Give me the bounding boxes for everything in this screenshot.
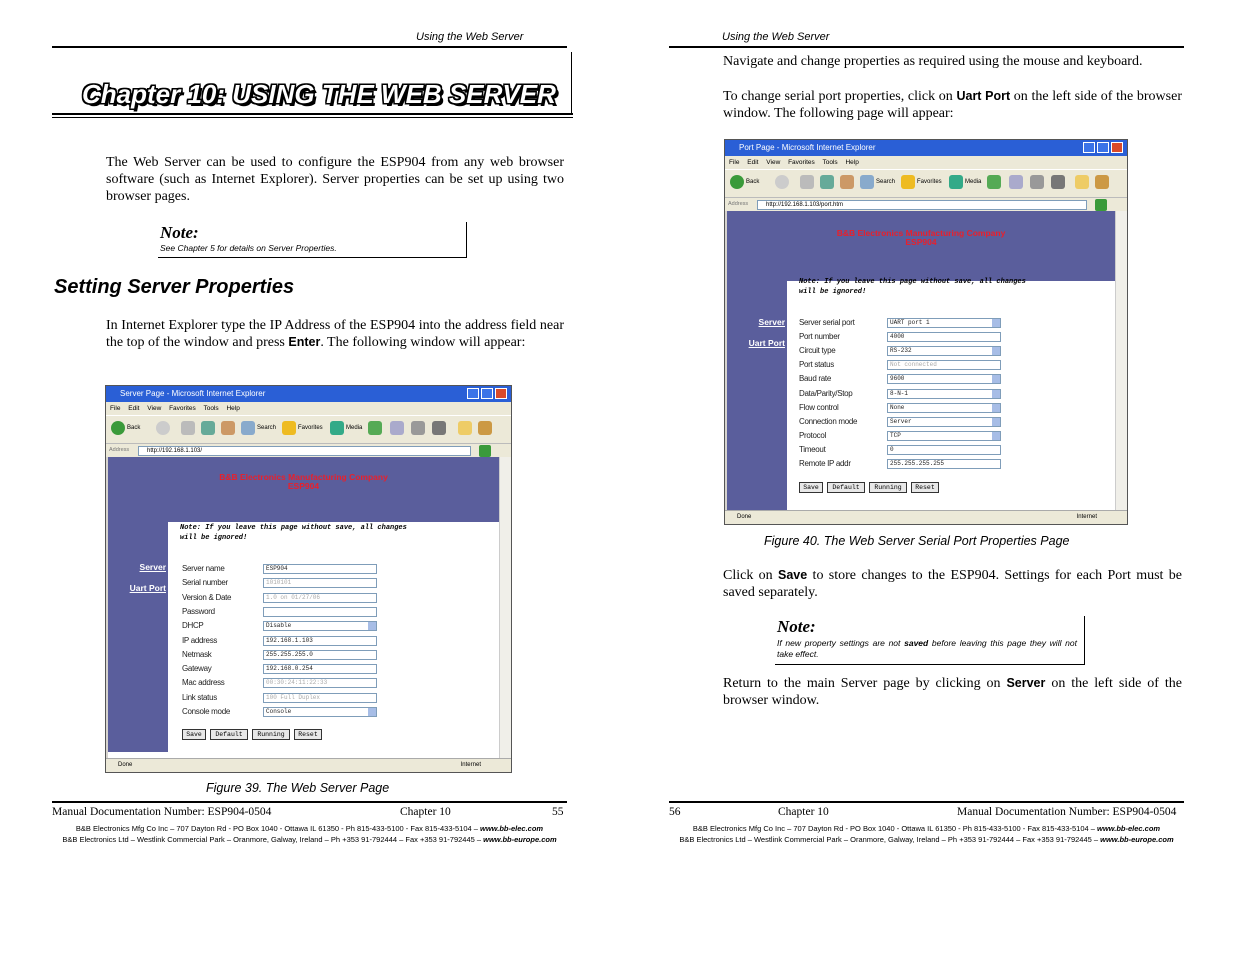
favorites-label: Favorites — [917, 179, 942, 185]
note-title: Note: — [777, 617, 816, 636]
serial-port-paragraph — [723, 88, 1182, 122]
save-button[interactable]: Save — [182, 729, 206, 740]
back-icon[interactable] — [111, 421, 125, 435]
field-select[interactable] — [887, 403, 1001, 413]
field-value: 255.255.255.255 — [890, 460, 945, 467]
section-title: Setting Server Properties — [54, 276, 295, 298]
status-done: Done — [737, 514, 752, 520]
field-label: Circuit type — [799, 346, 836, 356]
print-icon[interactable] — [411, 421, 425, 435]
key-enter: Enter — [288, 335, 321, 349]
footer-address-right — [669, 824, 1184, 844]
reset-button[interactable]: Reset — [294, 729, 322, 740]
nav-uart-port-link[interactable]: Uart Port — [129, 583, 166, 593]
status-bar — [106, 758, 511, 772]
field-select[interactable] — [887, 346, 1001, 356]
banner-model: ESP904 — [905, 237, 937, 247]
status-zone: Internet — [460, 762, 481, 768]
footer-chapter-left: Chapter 10 — [400, 806, 451, 818]
field-label: DHCP — [182, 621, 204, 631]
field-value: 1010101 — [266, 579, 292, 587]
address-label: Address — [109, 447, 130, 453]
status-bar — [725, 510, 1127, 524]
back-icon[interactable] — [730, 175, 744, 189]
search-label: Search — [257, 425, 277, 431]
favorites-label: Favorites — [298, 425, 323, 431]
running-head-right: Using the Web Server — [722, 31, 830, 43]
page-content — [727, 211, 1115, 510]
refresh-icon[interactable] — [201, 421, 215, 435]
navigate-paragraph: Navigate and change properties as required using the mouse and keyboard. — [723, 54, 1143, 69]
media-label: Media — [965, 179, 982, 185]
field-value: Console — [266, 708, 292, 715]
field-select[interactable] — [263, 621, 377, 631]
field-label: Port status — [799, 360, 834, 370]
title-rule-2 — [52, 117, 573, 118]
footer-us-text: B&B Electronics Mfg Co Inc – 707 Dayton Rd - PO Box 1040 - Ottawa IL 61350 - Ph 815-433-5100 - Fax 815-433-5104 – — [75, 824, 481, 833]
para-text: To change serial port properties, click on — [723, 89, 957, 104]
title-rule-1 — [52, 113, 573, 115]
field-input[interactable] — [263, 678, 377, 688]
field-label: Connection mode — [799, 416, 858, 426]
field-value: TCP — [890, 431, 901, 439]
running-button[interactable]: Running — [252, 729, 290, 740]
search-icon[interactable] — [860, 175, 874, 189]
running-button[interactable]: Running — [869, 482, 907, 493]
history-icon[interactable] — [368, 421, 382, 435]
figure-caption-39: Figure 39. The Web Server Page — [206, 781, 390, 795]
footer-rule-left — [52, 801, 567, 803]
address-bar — [106, 443, 511, 457]
field-input[interactable] — [263, 636, 377, 646]
refresh-icon[interactable] — [820, 175, 834, 189]
field-label: Console mode — [182, 707, 230, 716]
vertical-scrollbar[interactable] — [499, 457, 511, 758]
note-box-left — [158, 222, 467, 258]
header-banner — [108, 457, 499, 522]
window-titlebar: Server Page - Microsoft Internet Explorer — [106, 386, 511, 402]
window-titlebar: Port Page - Microsoft Internet Explorer — [725, 140, 1127, 156]
title-vrule — [571, 52, 572, 114]
warning-line-2: will be ignored! — [799, 288, 867, 296]
field-value: 255.255.255.0 — [266, 650, 313, 658]
forward-icon[interactable] — [156, 421, 170, 435]
return-paragraph — [723, 675, 1182, 709]
chevron-down-icon[interactable] — [368, 708, 376, 716]
footer-address-left — [52, 824, 567, 844]
home-icon[interactable] — [221, 421, 235, 435]
field-value: UART port 1 — [890, 319, 930, 326]
field-label: Server serial port — [799, 318, 855, 327]
figure-caption-40: Figure 40. The Web Server Serial Port Properties Page — [764, 534, 1070, 548]
field-label: Server name — [182, 564, 225, 573]
para-text: to store changes to the ESP904. Settings for each Port must be saved separately. — [723, 568, 1182, 600]
header-rule-left — [52, 46, 567, 48]
print-icon[interactable] — [1030, 175, 1044, 189]
field-select[interactable] — [887, 417, 1001, 427]
close-icon[interactable] — [1111, 142, 1123, 153]
banner-company: B&B Electronics Manufacturing Company — [836, 228, 1006, 238]
footer-eu-text: B&B Electronics Ltd – Westlink Commercial Park – Oranmore, Galway, Ireland – Ph +353 91-792444 – Fax +353 91-792445 – — [62, 835, 484, 844]
toolbar — [106, 415, 511, 443]
status-zone: Internet — [1076, 514, 1097, 520]
field-label: Version & Date — [182, 592, 232, 602]
field-label: Gateway — [182, 664, 212, 674]
field-label: Flow control — [799, 402, 839, 412]
intro-paragraph: The Web Server can be used to configure the ESP904 from any web browser software (such as Internet Explorer). Server properties can be set up using two browser pages. — [106, 155, 564, 204]
media-label: Media — [346, 425, 363, 431]
field-value: 4000 — [890, 333, 905, 341]
para-text: on the left side of the browser window. The following page will appear: — [723, 89, 1182, 121]
chapter-title: Chapter 10: USING THE WEB SERVER — [82, 79, 556, 109]
field-input[interactable] — [887, 445, 1001, 455]
nav-server-link[interactable]: Server — [139, 562, 166, 572]
left-nav — [108, 522, 168, 752]
close-icon[interactable] — [495, 388, 507, 399]
edit-icon[interactable] — [432, 421, 446, 435]
header-banner — [727, 211, 1115, 281]
running-head-left: Using the Web Server — [416, 31, 524, 43]
chevron-down-icon[interactable] — [992, 375, 1000, 383]
field-value: 9600 — [890, 375, 905, 383]
footer-doc-right: Manual Documentation Number: ESP904-0504 — [957, 806, 1177, 818]
field-input[interactable] — [887, 332, 1001, 342]
chevron-down-icon[interactable] — [992, 404, 1000, 412]
field-input[interactable] — [263, 564, 377, 574]
field-value: 1.0 on 01/27/06 — [266, 593, 321, 601]
address-input[interactable]: http://192.168.1.103/port.htm — [757, 200, 1087, 210]
search-icon[interactable] — [241, 421, 255, 435]
forward-icon[interactable] — [775, 175, 789, 189]
field-value: 0 — [890, 445, 894, 453]
field-input[interactable] — [263, 693, 377, 703]
address-input[interactable]: http://192.168.1.103/ — [138, 446, 471, 456]
para-text: Click on — [723, 568, 779, 583]
stop-icon[interactable] — [800, 175, 814, 189]
minimize-icon[interactable] — [1083, 142, 1095, 153]
menu-bar[interactable]: File Edit View Favorites Tools Help — [106, 402, 511, 415]
setting-paragraph — [106, 317, 564, 351]
field-select[interactable] — [887, 318, 1001, 328]
search-label: Search — [876, 179, 896, 185]
para-text: Return to the main Server page by clicking on — [723, 676, 1007, 691]
footer-us-url[interactable]: www.bb-elec.com — [1097, 824, 1161, 833]
chevron-down-icon[interactable] — [992, 347, 1000, 355]
footer-doc-left: Manual Documentation Number: ESP904-0504 — [52, 806, 272, 818]
maximize-icon[interactable] — [1097, 142, 1109, 153]
home-icon[interactable] — [840, 175, 854, 189]
screenshot-port-page — [724, 139, 1128, 525]
favorites-icon[interactable] — [282, 421, 296, 435]
footer-us-url[interactable]: www.bb-elec.com — [480, 824, 544, 833]
para-text: In Internet Explorer type the IP Address of the ESP904 into the address field near the top of the window and press — [106, 318, 564, 350]
messenger-icon[interactable] — [1095, 175, 1109, 189]
status-done: Done — [118, 762, 133, 768]
header-rule-right — [669, 46, 1184, 48]
field-value: Server — [890, 417, 912, 425]
folder-icon[interactable] — [458, 421, 472, 435]
default-button[interactable]: Default — [210, 729, 248, 740]
footer-rule-right — [669, 801, 1184, 803]
chevron-down-icon[interactable] — [992, 432, 1000, 440]
address-bar — [725, 197, 1127, 211]
field-select[interactable] — [887, 374, 1001, 384]
media-icon[interactable] — [949, 175, 963, 189]
field-label: Link status — [182, 692, 217, 702]
footer-chapter-right: Chapter 10 — [778, 806, 829, 818]
vertical-scrollbar[interactable] — [1115, 211, 1127, 510]
go-icon[interactable] — [479, 445, 491, 457]
chevron-down-icon[interactable] — [992, 390, 1000, 398]
field-value: 8-N-1 — [890, 389, 909, 397]
field-label: Serial number — [182, 578, 228, 588]
back-label: Back — [127, 425, 141, 431]
field-label: Remote IP addr — [799, 459, 851, 468]
field-label: Protocol — [799, 430, 826, 440]
media-icon[interactable] — [330, 421, 344, 435]
field-select[interactable] — [887, 389, 1001, 399]
field-input[interactable] — [887, 360, 1001, 370]
field-value: ESP904 — [266, 565, 288, 572]
footer-eu-url[interactable]: www.bb-europe.com — [1100, 835, 1174, 844]
chevron-down-icon[interactable] — [368, 622, 376, 630]
messenger-icon[interactable] — [478, 421, 492, 435]
menu-bar[interactable]: File Edit View Favorites Tools Help — [725, 156, 1127, 169]
field-value: 192.168.1.103 — [266, 636, 313, 644]
screenshot-server-page — [105, 385, 512, 773]
field-value: Not connected — [890, 361, 937, 369]
para-text: on the left side of the browser window. — [723, 676, 1182, 708]
history-icon[interactable] — [987, 175, 1001, 189]
page-content — [108, 457, 499, 758]
edit-icon[interactable] — [1051, 175, 1065, 189]
go-icon[interactable] — [1095, 199, 1107, 211]
field-select[interactable] — [887, 431, 1001, 441]
footer-us-text: B&B Electronics Mfg Co Inc – 707 Dayton Rd - PO Box 1040 - Ottawa IL 61350 - Ph 815-433-5100 - Fax 815-433-5104 – — [692, 824, 1098, 833]
left-nav — [727, 281, 787, 511]
field-label: Baud rate — [799, 374, 831, 384]
field-input[interactable] — [263, 593, 377, 603]
back-label: Back — [746, 179, 760, 185]
note-body: See Chapter 5 for details on Server Properties. — [160, 243, 337, 253]
note-box-right — [775, 616, 1085, 665]
minimize-icon[interactable] — [467, 388, 479, 399]
field-label: Password — [182, 606, 215, 616]
maximize-icon[interactable] — [481, 388, 493, 399]
term-server: Server — [1006, 676, 1046, 690]
page-number-right: 56 — [669, 806, 681, 818]
reset-button[interactable]: Reset — [911, 482, 939, 493]
mail-icon[interactable] — [1009, 175, 1023, 189]
field-value: 192.168.0.254 — [266, 665, 313, 673]
warning-line-1: Note: If you leave this page without save, all changes — [799, 278, 1026, 286]
address-label: Address — [728, 201, 749, 207]
field-input[interactable] — [263, 664, 377, 674]
chevron-down-icon[interactable] — [992, 418, 1000, 426]
field-select[interactable] — [263, 707, 377, 717]
banner-model: ESP904 — [287, 481, 320, 491]
warning-line-2: will be ignored! — [180, 534, 248, 542]
toolbar — [725, 169, 1127, 197]
chevron-down-icon[interactable] — [992, 319, 1000, 327]
field-value: Disable — [266, 622, 292, 630]
field-label: Data/Parity/Stop — [799, 388, 853, 398]
warning-line-1: Note: If you leave this page without save, all changes — [180, 524, 407, 532]
field-value: 100 Full Duplex — [266, 693, 321, 701]
field-value: 00:30:24:11:22:33 — [266, 679, 328, 687]
save-paragraph — [723, 567, 1182, 601]
save-button[interactable]: Save — [799, 482, 823, 493]
field-value: RS-232 — [890, 347, 912, 355]
field-label: Netmask — [182, 649, 212, 659]
note-body: If new property settings are not saved before leaving this page they will not take effect. — [777, 638, 1077, 659]
mail-icon[interactable] — [390, 421, 404, 435]
footer-eu-text: B&B Electronics Ltd – Westlink Commercial Park – Oranmore, Galway, Ireland – Ph +353 91-792444 – Fax +353 91-792445 – — [679, 835, 1101, 844]
para-text: . The following window will appear: — [320, 335, 526, 350]
favorites-icon[interactable] — [901, 175, 915, 189]
term-save: Save — [778, 568, 808, 582]
field-input[interactable] — [887, 459, 1001, 469]
field-label: Port number — [799, 332, 840, 342]
default-button[interactable]: Default — [827, 482, 865, 493]
field-input[interactable] — [263, 578, 377, 588]
field-label: IP address — [182, 635, 218, 645]
folder-icon[interactable] — [1075, 175, 1089, 189]
nav-server-link[interactable]: Server — [758, 317, 785, 327]
field-label: Mac address — [182, 678, 225, 688]
footer-eu-url[interactable]: www.bb-europe.com — [483, 835, 557, 844]
note-title: Note: — [160, 223, 199, 242]
term-uart-port: Uart Port — [956, 89, 1011, 103]
nav-uart-port-link[interactable]: Uart Port — [748, 338, 785, 348]
field-input[interactable] — [263, 650, 377, 660]
field-input[interactable] — [263, 607, 377, 617]
page-number-left: 55 — [552, 806, 564, 818]
field-value: None — [890, 403, 905, 411]
banner-company: B&B Electronics Manufacturing Company — [219, 472, 388, 482]
stop-icon[interactable] — [181, 421, 195, 435]
field-label: Timeout — [799, 444, 826, 454]
